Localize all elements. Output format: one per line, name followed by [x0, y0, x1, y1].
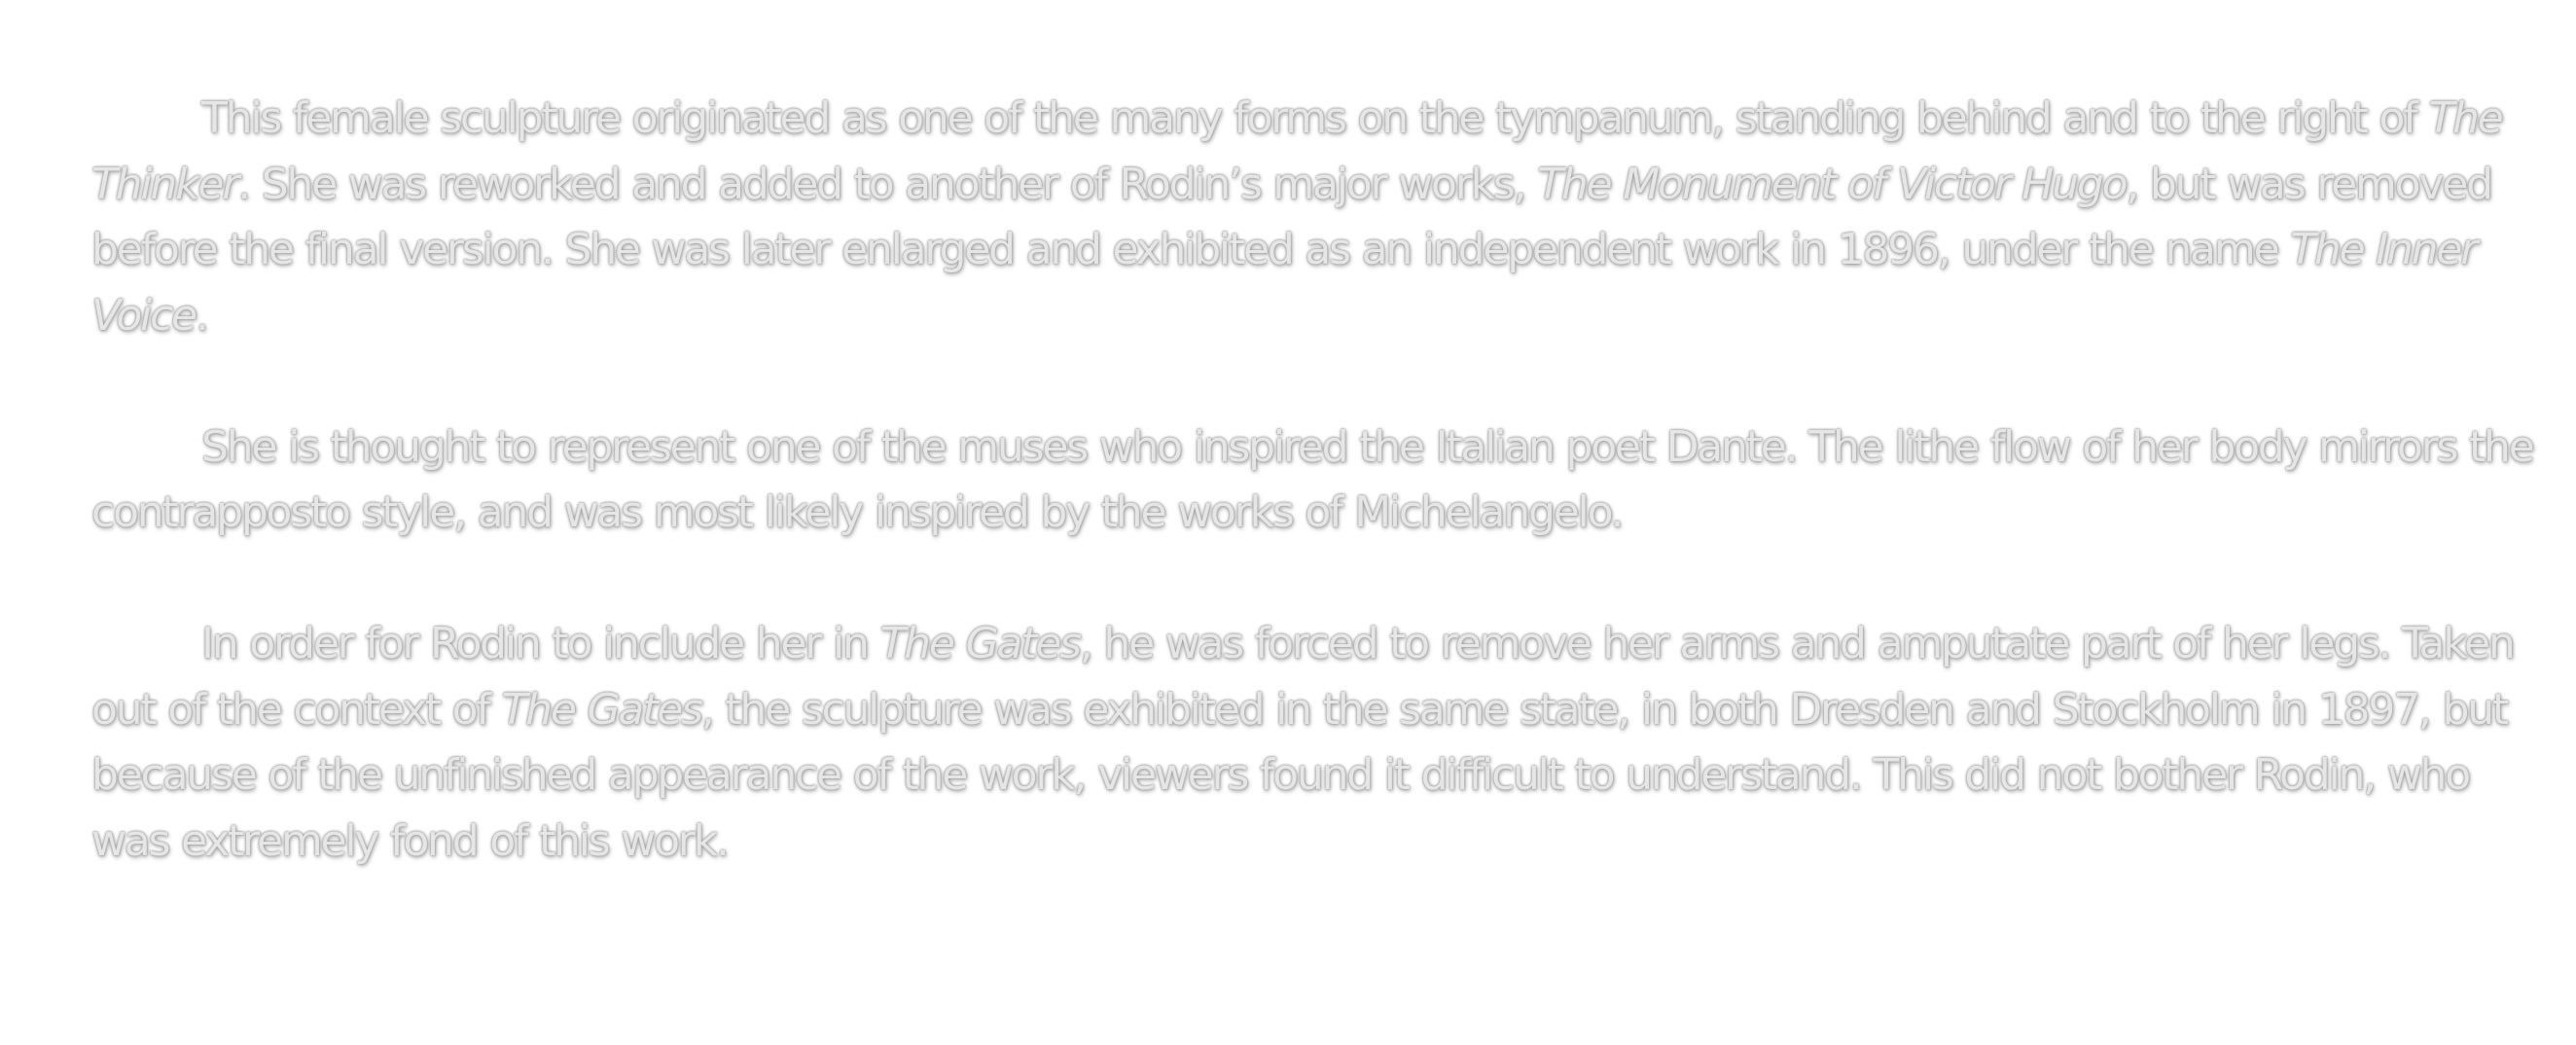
title-the-gates: The Gates	[501, 684, 701, 735]
title-the-gates: The Gates	[879, 619, 1080, 668]
text-segment: , the sculpture was exhibited in the same state, in both Dresden and Stockholm in 1897, but because of the unfinished appearance of the work, viewers found it difficult to understand. This did not bother Rodin, who was extremely fond of this work.	[91, 684, 2507, 866]
text-segment: In order for Rodin to include her in	[201, 619, 880, 668]
text-segment: .	[195, 290, 207, 341]
text-segment: , but was removed before the final version. She was later enlarged and exhibited as an independent work in 1896, under the name	[91, 159, 2491, 274]
paragraph-gates	[91, 611, 2543, 874]
title-monument-victor-hugo: The Monument of Victor Hugo	[1537, 159, 2127, 209]
article-body	[91, 86, 2543, 874]
text-segment: She is thought to represent one of the muses who inspired the Italian poet Dante. The lithe flow of her body mirrors the contrapposto style, and was most likely inspired by the works of Michelangelo.	[91, 421, 2533, 537]
paragraph-muse	[91, 414, 2543, 546]
title-the-inner-voice: The Inner Voice	[91, 225, 2477, 341]
title-the-thinker: The Thinker	[91, 93, 2502, 209]
paragraph-origin	[91, 86, 2543, 348]
text-segment: . She was reworked and added to another of Rodin’s major works,	[237, 159, 1538, 209]
text-segment: , he was forced to remove her arms and amputate part of her legs. Taken out of the context of	[91, 619, 2514, 735]
text-segment: This female sculpture originated as one of the many forms on the tympanum, standing behind and to the right of	[201, 93, 2429, 143]
